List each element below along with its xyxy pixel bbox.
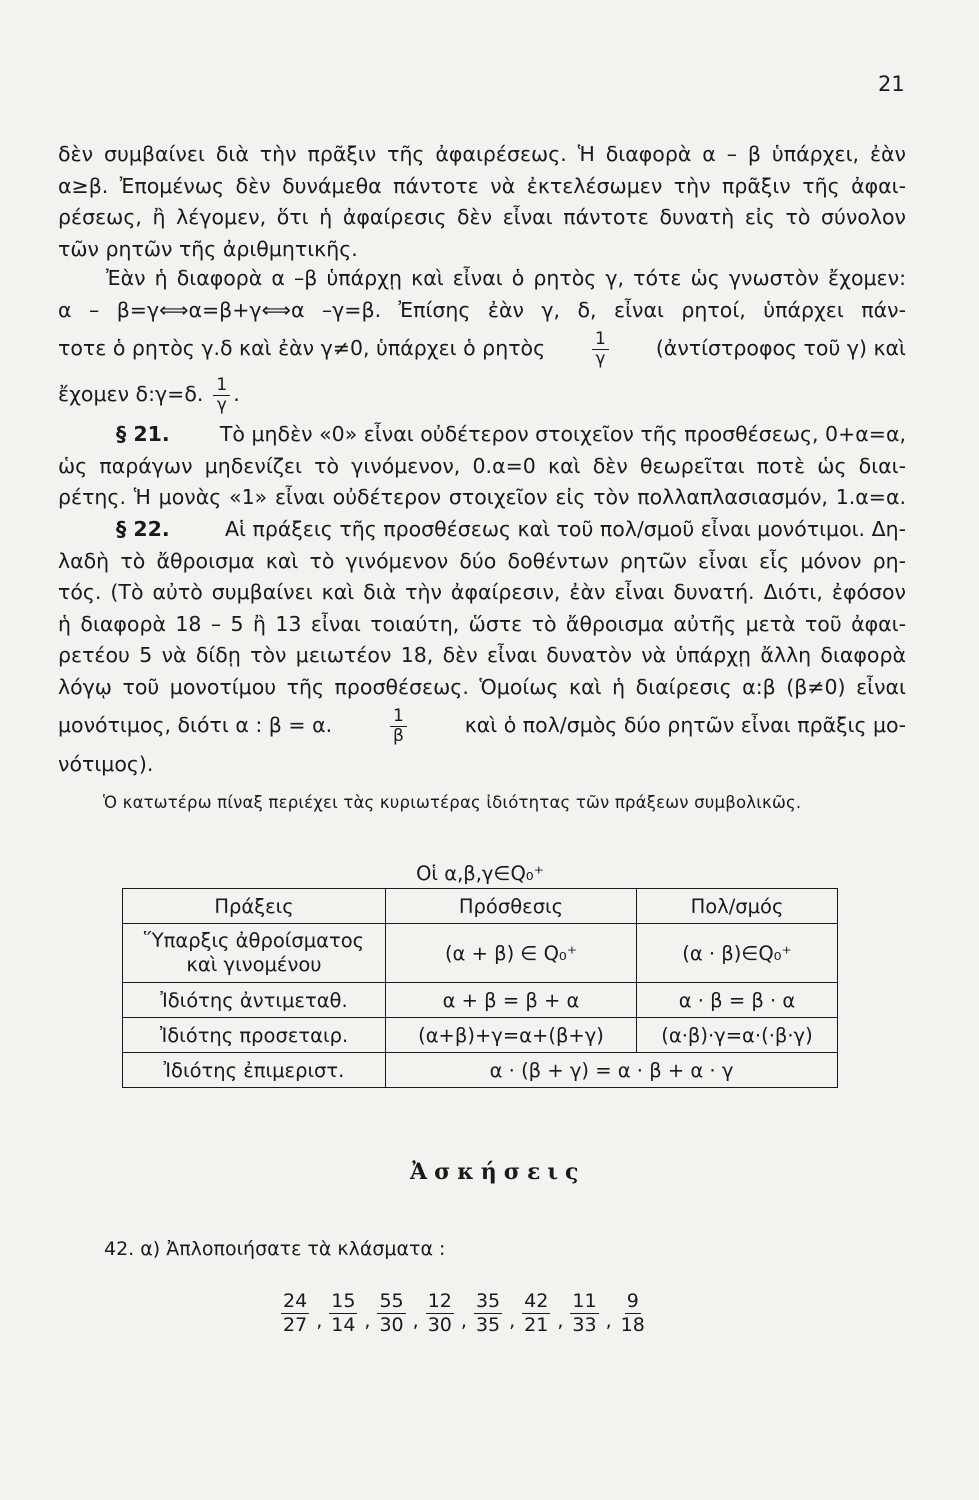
text-line: τός. (Τὸ αὐτὸ συμβαίνει καὶ διὰ τὴν ἀφαίρεσιν, ἐὰν εἶναι δυνατή. Διότι, ἐφόσον	[58, 580, 906, 604]
table-row	[123, 924, 838, 983]
fraction-denominator: 30	[379, 1314, 404, 1336]
fraction-numerator: 55	[379, 1290, 404, 1312]
text-line	[58, 372, 906, 418]
fraction-numerator: 35	[475, 1290, 501, 1312]
header-cell: Πράξεις	[123, 889, 386, 924]
fraction-numerator: 1	[213, 376, 230, 396]
fraction-numerator: 24	[283, 1290, 308, 1312]
fraction-separator: ,	[364, 1309, 371, 1332]
fraction-numerator: 11	[572, 1290, 597, 1312]
table-cell: α · β = β · α	[637, 983, 838, 1018]
text-line: α≥β. Ἐπομένως δὲν δυνάμεθα πάντοτε νὰ ἐκτελέσωμεν τὴν πρᾶξιν τῆς ἀφαι-	[58, 173, 906, 198]
fraction-one-over-gamma	[213, 376, 230, 415]
fraction	[521, 1290, 551, 1337]
table-caption: Ὁ κατωτέρω πίναξ περιέχει τὰς κυριωτέρας ἰδιότητας τῶν πράξεων συμβολικῶς.	[103, 793, 802, 812]
header-cell: Πολ/σμός	[637, 889, 838, 924]
table-cell: α · (β + γ) = α · β + α · γ	[386, 1053, 838, 1088]
text-line: δὲν συμβαίνει διὰ τὴν πρᾶξιν τῆς ἀφαιρέσεως. Ἡ διαφορὰ α – β ὑπάρχει, ἐὰν	[58, 142, 906, 166]
fraction-separator: ,	[460, 1309, 467, 1332]
text-line: α – β=γ⟺α=β+γ⟺α –γ=β. Ἐπίσης ἐὰν γ, δ, εἶναι ρητοί, ὑπάρχει πάν-	[58, 297, 906, 322]
text-segment: Αἱ πράξεις τῆς προσθέσεως καὶ τοῦ πολ/σμοῦ εἶναι μονότιμοι. Δη-	[225, 517, 906, 541]
text-line: λόγῳ τοῦ μονοτίμου τῆς προσθέσεως. Ὁμοίως καὶ ἡ διαίρεσις α:β (β≠0) εἶναι	[58, 674, 906, 699]
text-line	[58, 703, 906, 749]
fraction-numerator: 15	[331, 1290, 356, 1312]
fraction-numerator: 9	[626, 1290, 639, 1312]
fraction-separator: ,	[412, 1309, 419, 1332]
table-cell: Ἰδιότης ἀντιμεταθ.	[123, 983, 386, 1018]
table-cell: (α+β)+γ=α+(β+γ)	[386, 1018, 637, 1053]
table-cell: α + β = β + α	[386, 983, 637, 1018]
fraction-denominator: γ	[216, 394, 227, 415]
exercises-heading: Ἀσκήσεις	[410, 1159, 586, 1185]
fraction-separator: ,	[509, 1309, 516, 1332]
fraction-separator: ,	[605, 1309, 612, 1332]
fraction-separator: ,	[316, 1309, 323, 1332]
text-line: νότιμος).	[58, 752, 154, 776]
table-cell: Ὕπαρξις ἀθροίσματος καὶ γινομένου	[123, 924, 386, 983]
fraction-one-over-beta	[390, 707, 407, 746]
paragraph-section-22	[58, 514, 906, 781]
table-title-row	[123, 858, 838, 889]
fraction-separator: ,	[557, 1309, 564, 1332]
fraction	[569, 1290, 599, 1337]
text-line: τῶν ρητῶν τῆς ἀριθμητικῆς.	[58, 236, 358, 261]
text-line: Ἐὰν ἡ διαφορὰ α –β ὑπάρχῃ καὶ εἶναι ὁ ρητὸς γ, τότε ὡς γνωστὸν ἔχομεν:	[106, 266, 906, 290]
page-number: 21	[878, 72, 905, 96]
fractions-list	[280, 1290, 648, 1337]
fraction-numerator: 12	[427, 1290, 452, 1312]
table-row	[123, 1053, 838, 1088]
text-segment: καὶ ὁ πολ/σμὸς δύο ρητῶν εἶναι πρᾶξις μο-	[464, 713, 906, 738]
paragraph-subtraction	[58, 139, 906, 265]
text-line	[58, 326, 906, 372]
fraction	[473, 1290, 503, 1337]
fraction-numerator: 42	[524, 1290, 549, 1312]
text-line: ρέτης. Ἡ μονὰς «1» εἶναι οὐδέτερον στοιχεῖον εἰς τὸν πολλαπλασιασμόν, 1.α=α.	[58, 485, 906, 509]
text-segment: .	[233, 382, 240, 407]
text-line: ὡς παράγων μηδενίζει τὸ γινόμενον, 0.α=0 καὶ δὲν θεωρεῖται ποτὲ ὡς διαι-	[58, 453, 906, 478]
text-line: ἡ διαφορὰ 18 – 5 ἢ 13 εἶναι τοιαύτη, ὥστε τὸ ἄθροισμα αὐτῆς μετὰ τοῦ ἀφαι-	[58, 611, 906, 636]
paragraph-difference	[58, 263, 906, 418]
section-marker: § 21.	[116, 422, 170, 446]
exercise-42-prompt: 42. α) Ἀπλοποιήσατε τὰ κλάσματα :	[104, 1238, 446, 1260]
fraction-denominator: 27	[283, 1314, 308, 1336]
fraction	[618, 1290, 648, 1337]
fraction-numerator: 1	[390, 707, 407, 727]
header-cell: Πρόσθεσις	[386, 889, 637, 924]
text-segment: τοτε ὁ ρητὸς γ.δ καὶ ἐὰν γ≠0, ὑπάρχει ὁ ρητὸς	[58, 336, 546, 361]
fraction-numerator: 1	[592, 330, 609, 350]
fraction-denominator: 33	[572, 1314, 597, 1336]
fraction-denominator: γ	[595, 348, 606, 369]
fraction-denominator: 30	[427, 1314, 452, 1336]
table-title: Οἱ α,β,γ∈Q₀⁺	[123, 858, 838, 889]
text-segment: ἔχομεν δ:γ=δ.	[58, 382, 204, 407]
text-segment: Τὸ μηδὲν «0» εἶναι οὐδέτερον στοιχεῖον τῆς προσθέσεως, 0+α=α,	[219, 422, 906, 446]
text-line: λαδὴ τὸ ἄθροισμα καὶ τὸ γινόμενον δύο δοθέντων ρητῶν εἶναι εἷς μόνον ρη-	[58, 548, 906, 573]
table-row	[123, 983, 838, 1018]
fraction	[376, 1290, 406, 1337]
fraction-denominator: 14	[331, 1314, 356, 1336]
fraction-denominator: 21	[524, 1314, 549, 1336]
text-segment: (ἀντίστροφος τοῦ γ) καὶ	[655, 336, 906, 361]
paragraph-section-21	[58, 419, 906, 514]
section-marker: § 22.	[116, 517, 170, 541]
text-line	[58, 419, 906, 451]
table-cell: Ἰδιότης ἐπιμεριστ.	[123, 1053, 386, 1088]
table-cell: (α · β)∈Q₀⁺	[637, 924, 838, 983]
text-segment: μονότιμος, διότι α : β = α.	[58, 713, 333, 738]
text-line: ρέσεως, ἢ λέγομεν, ὅτι ἡ ἀφαίρεσις δὲν εἶναι πάντοτε δυνατὴ εἰς τὸ σύνολον	[58, 205, 906, 229]
table-cell: (α·β)·γ=α·(·β·γ)	[637, 1018, 838, 1053]
fraction-denominator: 18	[620, 1314, 645, 1336]
text-line: ρετέου 5 νὰ δίδῃ τὸν μειωτέον 18, δὲν εἶναι δυνατὸν νὰ ὑπάρχῃ ἄλλη διαφορὰ	[58, 643, 906, 667]
fraction	[328, 1290, 358, 1337]
table-header-row	[123, 889, 838, 924]
properties-table	[122, 858, 838, 1088]
text-line	[58, 514, 906, 546]
table-cell: Ἰδιότης προσεταιρ.	[123, 1018, 386, 1053]
table-row	[123, 1018, 838, 1053]
fraction-one-over-gamma	[592, 330, 609, 369]
fraction-denominator: β	[392, 725, 404, 746]
fraction-denominator: 35	[475, 1314, 501, 1336]
fraction	[280, 1290, 310, 1337]
fraction	[425, 1290, 455, 1337]
table-cell: (α + β) ∈ Q₀⁺	[386, 924, 637, 983]
